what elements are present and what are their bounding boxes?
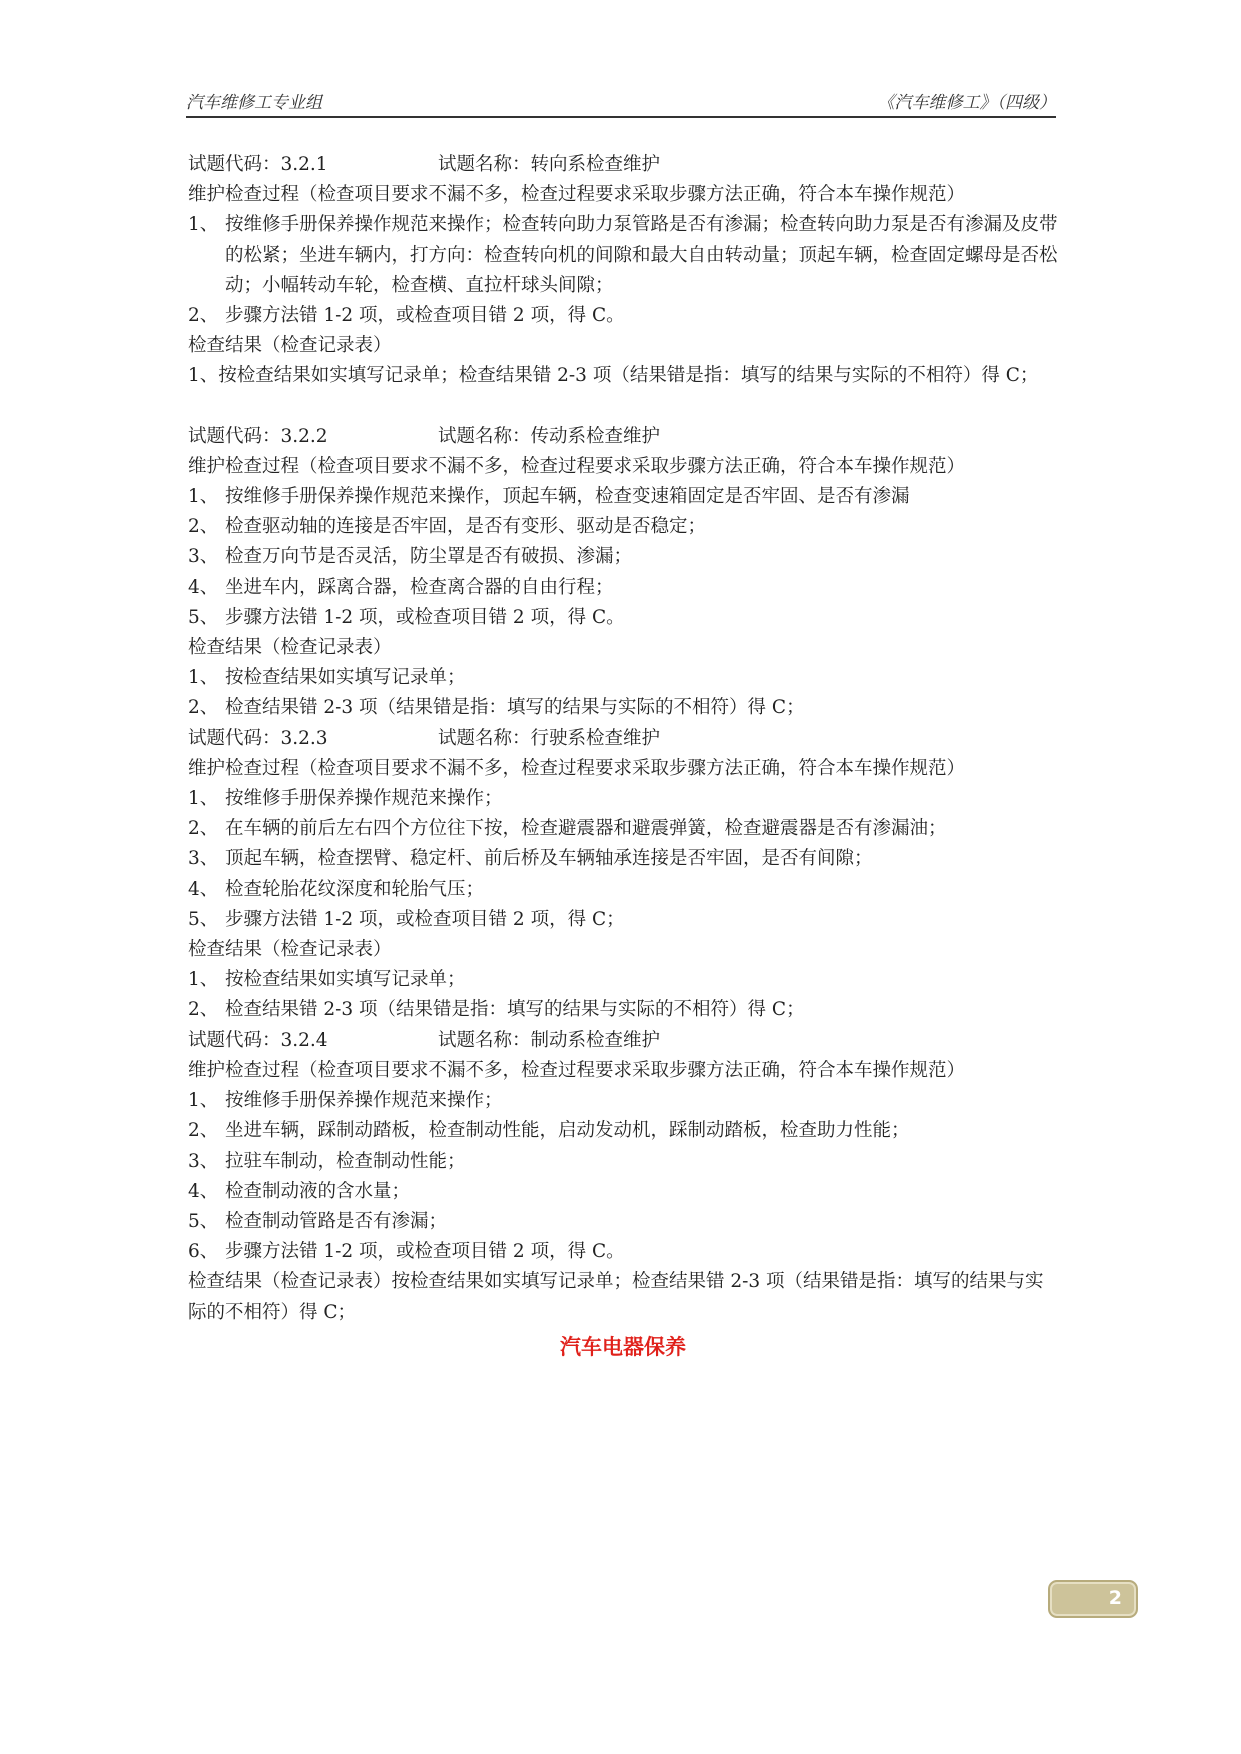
result-text: 检查结果（检查记录表）按检查结果如实填写记录单；检查结果错 2-3 项（结果错是指：填写的结果与实际的不相符）得 C；	[188, 1271, 1044, 1323]
result-text: 1、按检查结果如实填写记录单；检查结果错 2-3 项（结果错是指：填写的结果与实际的不相符）得 C；	[188, 365, 1039, 387]
item-number: 1、	[188, 969, 219, 991]
list-item	[188, 663, 1058, 693]
list-item	[188, 965, 1058, 995]
item-number: 2、	[188, 999, 219, 1021]
process-title: 维护检查过程（检查项目要求不漏不多，检查过程要求采取步骤方法正确，符合本车操作规范）	[188, 455, 966, 477]
list-item	[188, 482, 1058, 512]
item-text: 按维修手册保养操作规范来操作；	[225, 1090, 503, 1112]
item-number: 5、	[188, 606, 219, 628]
item-text: 步骤方法错 1-2 项，或检查项目错 2 项，得 C。	[225, 1241, 625, 1263]
question-code: 试题代码：3.2.1	[188, 154, 328, 175]
section-3-2-3	[188, 724, 1058, 1026]
item-text: 检查轮胎花纹深度和轮胎气压；	[225, 878, 485, 900]
item-number: 2、	[188, 697, 219, 719]
list-item	[188, 905, 1058, 935]
item-number: 6、	[188, 1241, 219, 1263]
item-text: 步骤方法错 1-2 项，或检查项目错 2 项，得 C。	[225, 305, 625, 327]
list-item	[188, 693, 1058, 723]
item-text: 检查结果错 2-3 项（结果错是指：填写的结果与实际的不相符）得 C；	[225, 697, 805, 719]
list-item	[188, 573, 1058, 603]
result-title: 检查结果（检查记录表）	[188, 335, 392, 357]
list-item	[188, 603, 1058, 633]
item-text: 检查制动管路是否有渗漏；	[225, 1210, 448, 1232]
item-text: 按检查结果如实填写记录单；	[225, 667, 466, 689]
item-text: 顶起车辆，检查摆臂、稳定杆、前后桥及车辆轴承连接是否牢固，是否有间隙；	[225, 848, 873, 870]
list-item	[188, 995, 1058, 1025]
question-code: 试题代码：3.2.4	[188, 1029, 328, 1051]
item-number: 1、	[188, 486, 219, 508]
page-header	[186, 84, 1056, 118]
item-number: 3、	[188, 1150, 219, 1172]
item-text: 在车辆的前后左右四个方位往下按，检查避震器和避震弹簧，检查避震器是否有渗漏油；	[225, 818, 947, 840]
page-content	[188, 150, 1058, 1362]
section-3-2-4	[188, 1026, 1058, 1328]
question-code: 试题代码：3.2.2	[188, 425, 328, 447]
item-number: 2、	[188, 818, 219, 840]
list-item	[188, 542, 1058, 572]
question-code: 试题代码：3.2.3	[188, 727, 328, 749]
section-heading	[188, 422, 1058, 452]
item-number: 4、	[188, 878, 219, 900]
list-item	[188, 301, 1058, 331]
section-heading	[188, 724, 1058, 754]
item-number: 1、	[188, 1090, 219, 1112]
item-number: 1、	[188, 214, 219, 236]
item-number: 2、	[188, 305, 219, 327]
item-text: 坐进车辆，踩制动踏板，检查制动性能，启动发动机，踩制动踏板，检查助力性能；	[225, 1120, 910, 1142]
list-item	[188, 784, 1058, 814]
section-3-2-2	[188, 422, 1058, 724]
list-item	[188, 1147, 1058, 1177]
item-number: 5、	[188, 1210, 219, 1232]
item-text: 按检查结果如实填写记录单；	[225, 969, 466, 991]
question-name: 试题名称：行驶系检查维护	[438, 727, 661, 749]
item-number: 3、	[188, 848, 219, 870]
list-item	[188, 210, 1058, 301]
header-right: 《汽车维修工》（四级）	[877, 93, 1056, 113]
result-title: 检查结果（检查记录表）	[188, 939, 392, 961]
item-number: 2、	[188, 1120, 219, 1142]
list-item	[188, 1116, 1058, 1146]
item-text: 检查万向节是否灵活，防尘罩是否有破损、渗漏；	[225, 546, 633, 568]
next-section-title: 汽车电器保养	[560, 1334, 686, 1359]
item-text: 步骤方法错 1-2 项，或检查项目错 2 项，得 C。	[225, 606, 625, 628]
list-item	[188, 1207, 1058, 1237]
list-item	[188, 844, 1058, 874]
item-text: 坐进车内，踩离合器，检查离合器的自由行程；	[225, 576, 614, 598]
item-number: 1、	[188, 667, 219, 689]
item-number: 5、	[188, 908, 219, 930]
item-number: 3、	[188, 546, 219, 568]
item-number: 4、	[188, 576, 219, 598]
list-item	[188, 1086, 1058, 1116]
spacer	[188, 392, 1058, 422]
item-text: 步骤方法错 1-2 项，或检查项目错 2 项，得 C；	[225, 908, 625, 930]
list-item	[188, 1177, 1058, 1207]
page-number-badge	[1048, 1580, 1138, 1618]
item-text: 拉驻车制动，检查制动性能；	[225, 1150, 466, 1172]
item-text: 按维修手册保养操作规范来操作；	[225, 788, 503, 810]
question-name: 试题名称：转向系检查维护	[438, 154, 661, 175]
item-text: 检查驱动轴的连接是否牢固，是否有变形、驱动是否稳定；	[225, 516, 707, 538]
header-left: 汽车维修工专业组	[186, 93, 322, 113]
question-name: 试题名称：传动系检查维护	[438, 425, 661, 447]
process-title: 维护检查过程（检查项目要求不漏不多，检查过程要求采取步骤方法正确，符合本车操作规范）	[188, 757, 966, 779]
item-text: 按维修手册保养操作规范来操作，顶起车辆，检查变速箱固定是否牢固、是否有渗漏	[225, 486, 910, 508]
item-number: 2、	[188, 516, 219, 538]
process-title: 维护检查过程（检查项目要求不漏不多，检查过程要求采取步骤方法正确，符合本车操作规范）	[188, 184, 966, 206]
item-text: 按维修手册保养操作规范来操作；检查转向助力泵管路是否有渗漏；检查转向助力泵是否有渗漏及皮带的松紧；坐进车辆内，打方向：检查转向机的间隙和最大自由转动量；顶起车辆，检查固定螺母是否松动；小幅转动车轮，检查横、直拉杆球头间隙；	[225, 214, 1058, 296]
item-number: 4、	[188, 1180, 219, 1202]
section-heading	[188, 150, 1058, 180]
list-item	[188, 814, 1058, 844]
list-item	[188, 1237, 1058, 1267]
section-heading	[188, 1026, 1058, 1056]
item-text: 检查制动液的含水量；	[225, 1180, 411, 1202]
list-item	[188, 875, 1058, 905]
result-title: 检查结果（检查记录表）	[188, 637, 392, 659]
item-text: 检查结果错 2-3 项（结果错是指：填写的结果与实际的不相符）得 C；	[225, 999, 805, 1021]
item-number: 1、	[188, 788, 219, 810]
question-name: 试题名称：制动系检查维护	[438, 1029, 661, 1051]
process-title: 维护检查过程（检查项目要求不漏不多，检查过程要求采取步骤方法正确，符合本车操作规范）	[188, 1059, 966, 1081]
list-item	[188, 512, 1058, 542]
section-3-2-1	[188, 150, 1058, 392]
page-number: 2	[1108, 1587, 1122, 1609]
